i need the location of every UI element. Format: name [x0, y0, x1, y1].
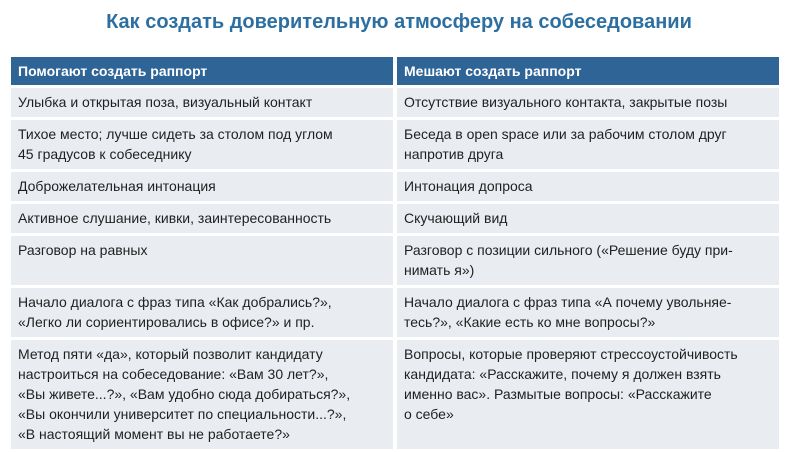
cell-hinders: Начало диалога с фраз типа «А почему увольняе- тесь?», «Какие есть ко мне вопросы?»	[397, 288, 779, 337]
cell-hinders: Вопросы, которые проверяют стрессоустойчивость кандидата: «Расскажите, почему я должен взять именно вас». Размытые вопросы: «Расскажите о себе»	[397, 340, 779, 449]
table-row	[11, 120, 779, 169]
table-row	[11, 236, 779, 285]
page-title: Как создать доверительную атмосферу на собеседовании	[106, 11, 692, 33]
cell-helps: Активное слушание, кивки, заинтересованность	[11, 204, 393, 233]
table-header-row	[11, 57, 779, 85]
cell-helps: Доброжелательная интонация	[11, 172, 393, 201]
table-row	[11, 288, 779, 337]
table-row	[11, 204, 779, 233]
comparison-table	[7, 54, 783, 452]
table-body	[11, 88, 779, 449]
cell-helps: Начало диалога с фраз типа «Как добрались?», «Легко ли сориентировались в офисе?» и пр.	[11, 288, 393, 337]
cell-hinders: Отсутствие визуального контакта, закрытые позы	[397, 88, 779, 117]
cell-hinders: Беседа в open space или за рабочим столом друг напротив друга	[397, 120, 779, 169]
header-hinders: Мешают создать раппорт	[397, 57, 779, 85]
table-row	[11, 340, 779, 449]
cell-hinders: Скучающий вид	[397, 204, 779, 233]
cell-hinders: Интонация допроса	[397, 172, 779, 201]
cell-helps: Разговор на равных	[11, 236, 393, 285]
cell-helps: Улыбка и открытая поза, визуальный контакт	[11, 88, 393, 117]
header-helps: Помогают создать раппорт	[11, 57, 393, 85]
cell-helps: Тихое место; лучше сидеть за столом под углом 45 градусов к собеседнику	[11, 120, 393, 169]
cell-helps: Метод пяти «да», который позволит кандидату настроиться на собеседование: «Вам 30 лет?», «Вы живете...?», «Вам удобно сюда добираться?», «Вы окончили университет по специальности...?», «В настоящий момент вы не работаете?»	[11, 340, 393, 449]
table-row	[11, 172, 779, 201]
table-row	[11, 88, 779, 117]
cell-hinders: Разговор с позиции сильного («Решение буду при- нимать я»)	[397, 236, 779, 285]
